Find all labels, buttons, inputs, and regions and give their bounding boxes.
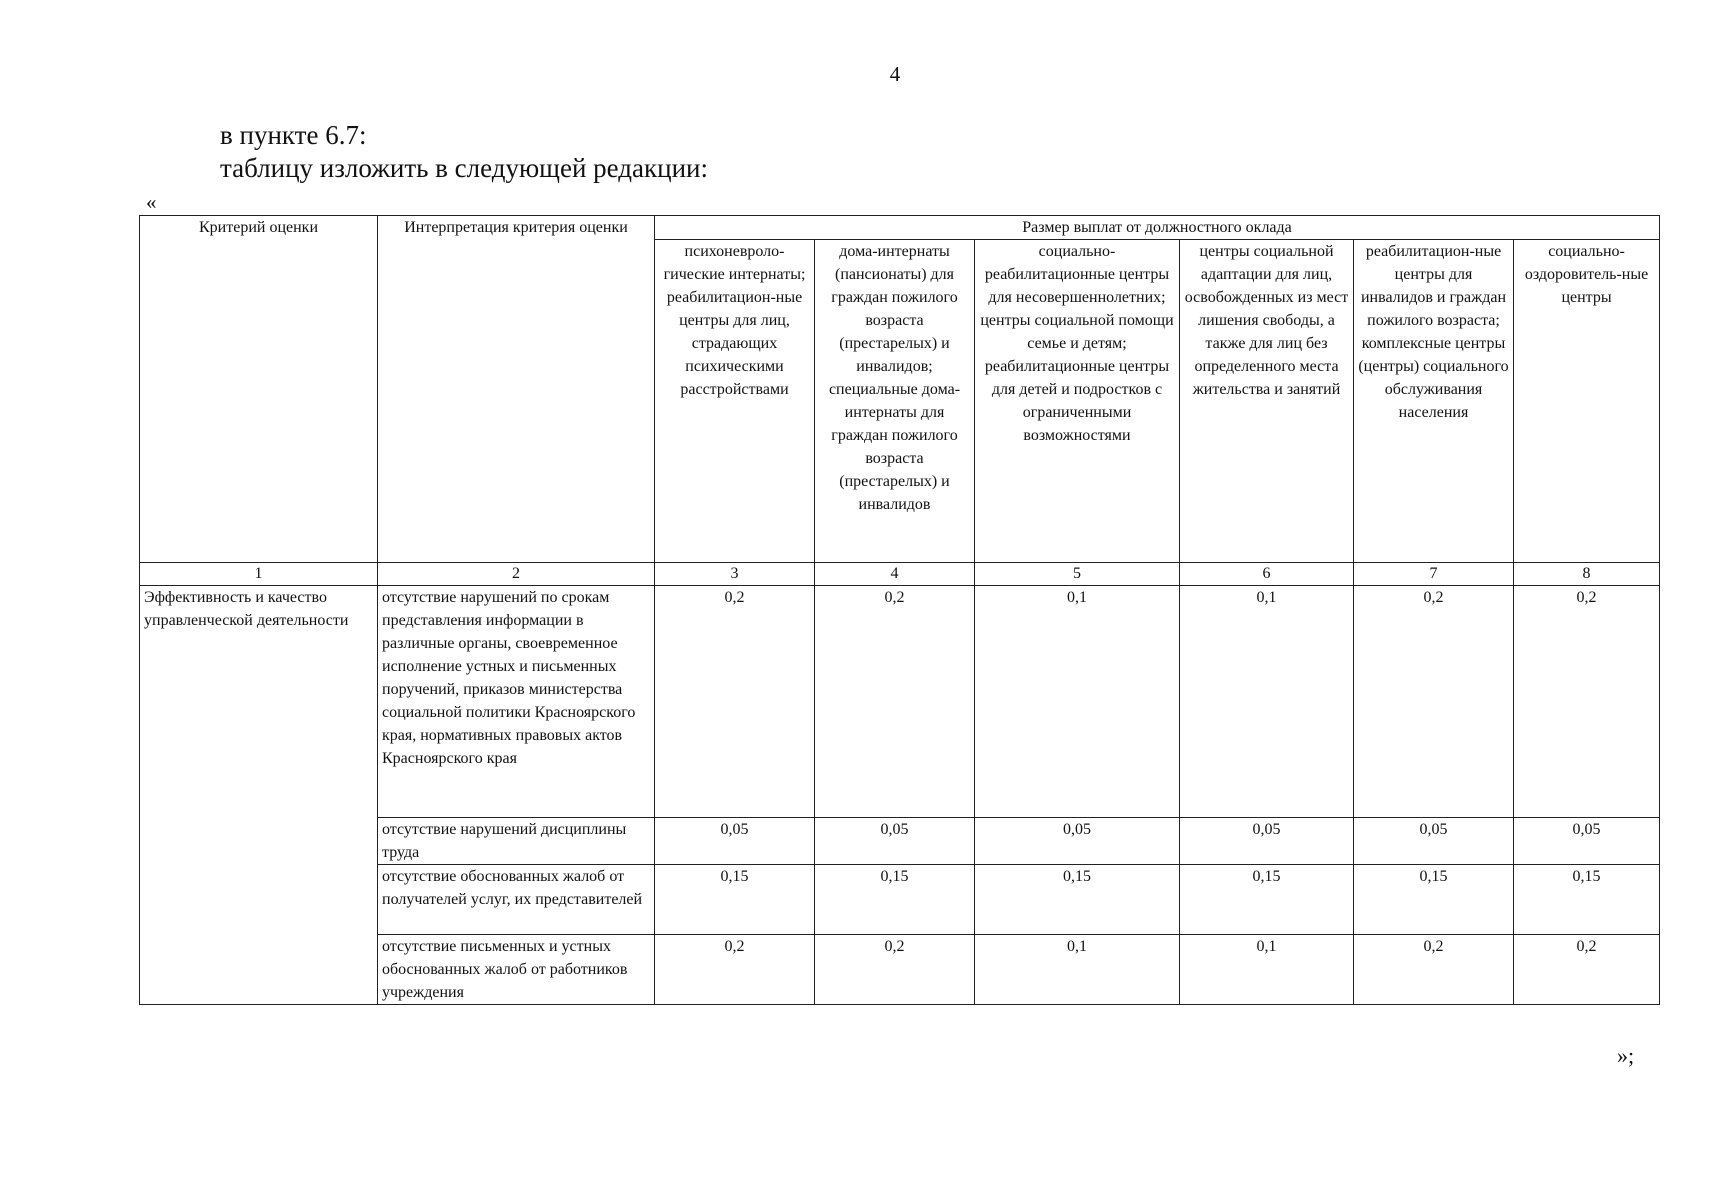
subheader-col3: психоневроло-гические интернаты; реабилитацион-ные центры для лиц, страдающих психическими расстройствами — [655, 240, 815, 563]
criterion-cell: Эффективность и качество управленческой деятельности — [140, 586, 378, 1005]
table-row — [140, 586, 1660, 818]
value-cell: 0,05 — [975, 818, 1180, 865]
heading-line-2: таблицу изложить в следующей редакции: — [220, 153, 708, 183]
value-cell: 0,05 — [655, 818, 815, 865]
value-cell: 0,05 — [1354, 818, 1514, 865]
value-cell: 0,1 — [975, 935, 1180, 1005]
column-number: 3 — [655, 563, 815, 586]
column-number: 1 — [140, 563, 378, 586]
subheader-col5: социально-реабилитационные центры для несовершеннолетних; центры социальной помощи семье и детям; реабилитационные центры для детей и подростков с ограниченными возможностями — [975, 240, 1180, 563]
subheader-col8: социально-оздоровитель-ные центры — [1514, 240, 1660, 563]
column-number: 6 — [1180, 563, 1354, 586]
value-cell: 0,05 — [1514, 818, 1660, 865]
page-number: 4 — [889, 62, 901, 86]
value-cell: 0,2 — [815, 586, 975, 818]
value-cell: 0,2 — [655, 586, 815, 818]
value-cell: 0,15 — [1354, 865, 1514, 935]
value-cell: 0,2 — [815, 935, 975, 1005]
subheader-col4: дома-интернаты (пансионаты) для граждан пожилого возраста (престарелых) и инвалидов; специальные дома-интернаты для граждан пожилого возраста (престарелых) и инвалидов — [815, 240, 975, 563]
value-cell: 0,05 — [1180, 818, 1354, 865]
value-cell: 0,15 — [655, 865, 815, 935]
value-cell: 0,2 — [1354, 935, 1514, 1005]
column-number-row — [140, 563, 1660, 586]
value-cell: 0,1 — [1180, 935, 1354, 1005]
subheader-col6: центры социальной адаптации для лиц, освобожденных из мест лишения свободы, а также для лиц без определенного места жительства и занятий — [1180, 240, 1354, 563]
value-cell: 0,05 — [815, 818, 975, 865]
closing-quote: »; — [1617, 1043, 1635, 1068]
interpretation-cell: отсутствие обоснованных жалоб от получателей услуг, их представителей — [378, 865, 655, 935]
subheader-col7: реабилитацион-ные центры для инвалидов и граждан пожилого возраста; комплексные центры (центры) социального обслуживания населения — [1354, 240, 1514, 563]
value-cell: 0,15 — [1180, 865, 1354, 935]
value-cell: 0,2 — [655, 935, 815, 1005]
heading-line-1: в пункте 6.7: — [220, 120, 367, 150]
col-header-interpretation: Интерпретация критерия оценки — [378, 216, 655, 563]
column-number: 4 — [815, 563, 975, 586]
value-cell: 0,2 — [1514, 586, 1660, 818]
payment-criteria-table — [139, 215, 1660, 1005]
interpretation-cell: отсутствие нарушений дисциплины труда — [378, 818, 655, 865]
value-cell: 0,2 — [1354, 586, 1514, 818]
interpretation-cell: отсутствие письменных и устных обоснованных жалоб от работников учреждения — [378, 935, 655, 1005]
value-cell: 0,15 — [815, 865, 975, 935]
opening-quote: « — [146, 190, 157, 214]
column-number: 8 — [1514, 563, 1660, 586]
group-header-payment-size: Размер выплат от должностного оклада — [655, 216, 1660, 240]
col-header-criterion: Критерий оценки — [140, 216, 378, 563]
value-cell: 0,2 — [1514, 935, 1660, 1005]
column-number: 5 — [975, 563, 1180, 586]
interpretation-cell: отсутствие нарушений по срокам представления информации в различные органы, своевременное исполнение устных и письменных поручений, приказов министерства социальной политики Красноярского края, нормативных правовых актов Красноярского края — [378, 586, 655, 818]
value-cell: 0,15 — [975, 865, 1180, 935]
value-cell: 0,15 — [1514, 865, 1660, 935]
column-number: 7 — [1354, 563, 1514, 586]
value-cell: 0,1 — [1180, 586, 1354, 818]
value-cell: 0,1 — [975, 586, 1180, 818]
column-number: 2 — [378, 563, 655, 586]
